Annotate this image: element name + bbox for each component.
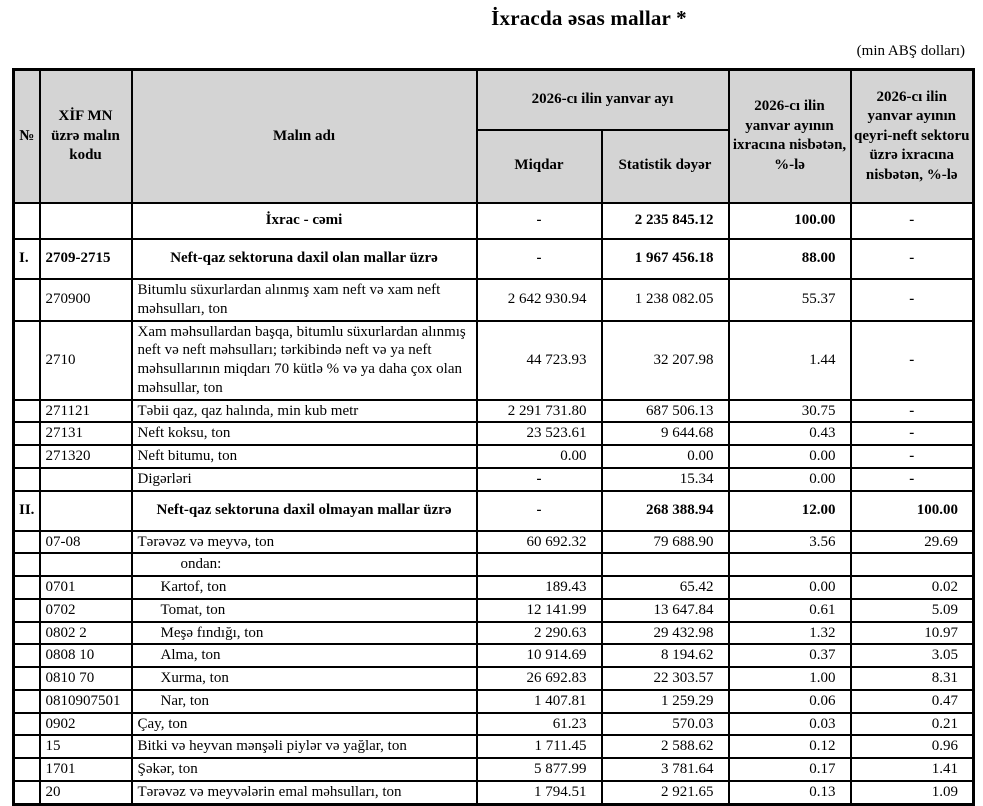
table-row [14, 599, 974, 622]
share-nonoil-cell: 5.09 [851, 599, 974, 622]
share-nonoil-cell: - [851, 445, 974, 468]
share-nonoil-cell [851, 553, 974, 576]
page-title: İxracda əsas mallar * [491, 6, 687, 30]
share-nonoil-cell: - [851, 279, 974, 321]
stat-value-cell: 1 967 456.18 [602, 239, 729, 279]
share-nonoil-cell: - [851, 203, 974, 239]
stat-value-cell: 3 781.64 [602, 758, 729, 781]
stat-value-cell: 1 238 082.05 [602, 279, 729, 321]
share-nonoil-cell: 0.21 [851, 713, 974, 736]
product-name-cell: Kartof, ton [132, 576, 477, 599]
product-name-cell: Tərəvəz və meyvə, ton [132, 531, 477, 554]
table-row [14, 690, 974, 713]
header-share-nonoil: 2026-cı ilin yanvar ayının qeyri-neft sektoru üzrə ixracına nisbətən, %-lə [851, 70, 974, 203]
share-nonoil-cell: 0.96 [851, 735, 974, 758]
row-number-cell [14, 553, 40, 576]
table-row [14, 758, 974, 781]
quantity-cell: 12 141.99 [477, 599, 602, 622]
quantity-cell: 1 794.51 [477, 781, 602, 804]
share-export-cell: 0.61 [729, 599, 851, 622]
stat-value-cell: 0.00 [602, 445, 729, 468]
share-export-cell: 0.12 [729, 735, 851, 758]
share-export-cell: 0.06 [729, 690, 851, 713]
product-name-cell: Meşə fındığı, ton [132, 622, 477, 645]
stat-value-cell: 268 388.94 [602, 491, 729, 531]
share-export-cell: 1.00 [729, 667, 851, 690]
row-number-cell [14, 422, 40, 445]
stat-value-cell: 79 688.90 [602, 531, 729, 554]
share-export-cell: 1.44 [729, 321, 851, 400]
share-export-cell: 0.37 [729, 644, 851, 667]
product-name-cell: Xurma, ton [132, 667, 477, 690]
share-export-cell: 0.00 [729, 576, 851, 599]
product-code-cell [40, 491, 132, 531]
product-name-cell: Neft koksu, ton [132, 422, 477, 445]
row-number-cell [14, 576, 40, 599]
table-row [14, 321, 974, 400]
share-nonoil-cell: 1.09 [851, 781, 974, 804]
stat-value-cell: 65.42 [602, 576, 729, 599]
stat-value-cell: 15.34 [602, 468, 729, 491]
row-number-cell [14, 644, 40, 667]
row-number-cell [14, 781, 40, 804]
product-name-cell: Nar, ton [132, 690, 477, 713]
row-number-cell [14, 445, 40, 468]
quantity-cell: 2 642 930.94 [477, 279, 602, 321]
quantity-cell: - [477, 239, 602, 279]
table-header [14, 70, 974, 203]
quantity-cell: - [477, 491, 602, 531]
share-nonoil-cell: - [851, 239, 974, 279]
quantity-cell: 2 291 731.80 [477, 400, 602, 423]
stat-value-cell: 2 588.62 [602, 735, 729, 758]
row-number-cell [14, 690, 40, 713]
share-nonoil-cell: - [851, 468, 974, 491]
share-export-cell: 0.17 [729, 758, 851, 781]
quantity-cell: 0.00 [477, 445, 602, 468]
share-export-cell: 0.43 [729, 422, 851, 445]
table-row [14, 239, 974, 279]
stat-value-cell: 570.03 [602, 713, 729, 736]
row-number-cell: II. [14, 491, 40, 531]
share-nonoil-cell: 100.00 [851, 491, 974, 531]
row-number-cell [14, 468, 40, 491]
row-number-cell [14, 667, 40, 690]
product-code-cell [40, 468, 132, 491]
header-period-group: 2026-cı ilin yanvar ayı [477, 70, 729, 130]
table-body [14, 203, 974, 805]
stat-value-cell: 9 644.68 [602, 422, 729, 445]
row-number-cell [14, 599, 40, 622]
quantity-cell: 60 692.32 [477, 531, 602, 554]
quantity-cell: 61.23 [477, 713, 602, 736]
product-code-cell: 20 [40, 781, 132, 804]
share-export-cell [729, 553, 851, 576]
product-name-cell: Neft bitumu, ton [132, 445, 477, 468]
table-row [14, 781, 974, 804]
stat-value-cell: 2 235 845.12 [602, 203, 729, 239]
product-name-cell: Neft-qaz sektoruna daxil olan mallar üzrə [132, 239, 477, 279]
table-row [14, 553, 974, 576]
stat-value-cell [602, 553, 729, 576]
table-row [14, 644, 974, 667]
quantity-cell [477, 553, 602, 576]
table-row [14, 279, 974, 321]
product-name-cell: Tomat, ton [132, 599, 477, 622]
quantity-cell: 189.43 [477, 576, 602, 599]
product-code-cell: 27131 [40, 422, 132, 445]
product-name-cell: Neft-qaz sektoruna daxil olmayan mallar üzrə [132, 491, 477, 531]
product-name-cell: Bitumlu süxurlardan alınmış xam neft və xam neft məhsulları, ton [132, 279, 477, 321]
share-nonoil-cell: 3.05 [851, 644, 974, 667]
share-export-cell: 1.32 [729, 622, 851, 645]
product-name-cell: Təbii qaz, qaz halında, min kub metr [132, 400, 477, 423]
product-code-cell: 0701 [40, 576, 132, 599]
quantity-cell: 44 723.93 [477, 321, 602, 400]
product-name-cell: ondan: [132, 553, 477, 576]
product-name-cell: Tərəvəz və meyvələrin emal məhsulları, ton [132, 781, 477, 804]
stat-value-cell: 22 303.57 [602, 667, 729, 690]
quantity-cell: - [477, 468, 602, 491]
share-export-cell: 0.00 [729, 445, 851, 468]
stat-value-cell: 687 506.13 [602, 400, 729, 423]
table-row [14, 735, 974, 758]
table-row [14, 531, 974, 554]
share-export-cell: 55.37 [729, 279, 851, 321]
quantity-cell: 1 407.81 [477, 690, 602, 713]
row-number-cell [14, 713, 40, 736]
product-name-cell: Digərləri [132, 468, 477, 491]
header-stat-value: Statistik dəyər [602, 130, 729, 203]
stat-value-cell: 2 921.65 [602, 781, 729, 804]
table-row [14, 667, 974, 690]
unit-note: (min ABŞ dolları) [856, 43, 965, 59]
row-number-cell [14, 531, 40, 554]
row-number-cell [14, 735, 40, 758]
table-row [14, 713, 974, 736]
quantity-cell: - [477, 203, 602, 239]
header-code: XİF MN üzrə malın kodu [40, 70, 132, 203]
product-code-cell: 2710 [40, 321, 132, 400]
product-code-cell: 0802 2 [40, 622, 132, 645]
product-code-cell: 0810 70 [40, 667, 132, 690]
product-code-cell: 0810907501 [40, 690, 132, 713]
share-export-cell: 0.13 [729, 781, 851, 804]
product-code-cell: 1701 [40, 758, 132, 781]
product-name-cell: Şəkər, ton [132, 758, 477, 781]
row-number-cell [14, 279, 40, 321]
share-export-cell: 100.00 [729, 203, 851, 239]
stat-value-cell: 32 207.98 [602, 321, 729, 400]
share-export-cell: 0.00 [729, 468, 851, 491]
product-name-cell: İxrac - cəmi [132, 203, 477, 239]
share-nonoil-cell: - [851, 422, 974, 445]
row-number-cell [14, 203, 40, 239]
product-name-cell: Çay, ton [132, 713, 477, 736]
product-name-cell: Xam məhsullardan başqa, bitumlu süxurlardan alınmış neft və neft məhsulları; tərkibində neft və ya neft məhsullarının miqdarı 70 kütlə % və ya daha çox olan məhsullar, ton [132, 321, 477, 400]
table-row [14, 422, 974, 445]
table-row [14, 622, 974, 645]
row-number-cell: I. [14, 239, 40, 279]
page-header [0, 0, 983, 31]
header-quantity: Miqdar [477, 130, 602, 203]
stat-value-cell: 29 432.98 [602, 622, 729, 645]
quantity-cell: 5 877.99 [477, 758, 602, 781]
share-nonoil-cell: 0.47 [851, 690, 974, 713]
table-row [14, 445, 974, 468]
quantity-cell: 1 711.45 [477, 735, 602, 758]
product-name-cell: Bitki və heyvan mənşəli piylər və yağlar, ton [132, 735, 477, 758]
product-code-cell: 271320 [40, 445, 132, 468]
product-code-cell: 07-08 [40, 531, 132, 554]
share-export-cell: 3.56 [729, 531, 851, 554]
share-export-cell: 30.75 [729, 400, 851, 423]
row-number-cell [14, 400, 40, 423]
share-export-cell: 88.00 [729, 239, 851, 279]
header-name: Malın adı [132, 70, 477, 203]
row-number-cell [14, 622, 40, 645]
product-code-cell: 0902 [40, 713, 132, 736]
quantity-cell: 2 290.63 [477, 622, 602, 645]
share-nonoil-cell: 0.02 [851, 576, 974, 599]
table-row [14, 576, 974, 599]
share-export-cell: 0.03 [729, 713, 851, 736]
share-nonoil-cell: 1.41 [851, 758, 974, 781]
exports-table [12, 68, 975, 806]
share-nonoil-cell: 10.97 [851, 622, 974, 645]
row-number-cell [14, 321, 40, 400]
stat-value-cell: 13 647.84 [602, 599, 729, 622]
product-code-cell: 0808 10 [40, 644, 132, 667]
table-row [14, 491, 974, 531]
product-code-cell [40, 553, 132, 576]
quantity-cell: 10 914.69 [477, 644, 602, 667]
product-name-cell: Alma, ton [132, 644, 477, 667]
header-no: № [14, 70, 40, 203]
product-code-cell: 2709-2715 [40, 239, 132, 279]
share-nonoil-cell: 29.69 [851, 531, 974, 554]
product-code-cell: 15 [40, 735, 132, 758]
product-code-cell: 270900 [40, 279, 132, 321]
stat-value-cell: 8 194.62 [602, 644, 729, 667]
table-row [14, 203, 974, 239]
row-number-cell [14, 758, 40, 781]
stat-value-cell: 1 259.29 [602, 690, 729, 713]
share-nonoil-cell: - [851, 400, 974, 423]
product-code-cell: 0702 [40, 599, 132, 622]
quantity-cell: 26 692.83 [477, 667, 602, 690]
table-row [14, 468, 974, 491]
table-row [14, 400, 974, 423]
share-nonoil-cell: - [851, 321, 974, 400]
product-code-cell [40, 203, 132, 239]
header-share-export: 2026-cı ilin yanvar ayının ixracına nisbətən, %-lə [729, 70, 851, 203]
share-export-cell: 12.00 [729, 491, 851, 531]
quantity-cell: 23 523.61 [477, 422, 602, 445]
share-nonoil-cell: 8.31 [851, 667, 974, 690]
product-code-cell: 271121 [40, 400, 132, 423]
